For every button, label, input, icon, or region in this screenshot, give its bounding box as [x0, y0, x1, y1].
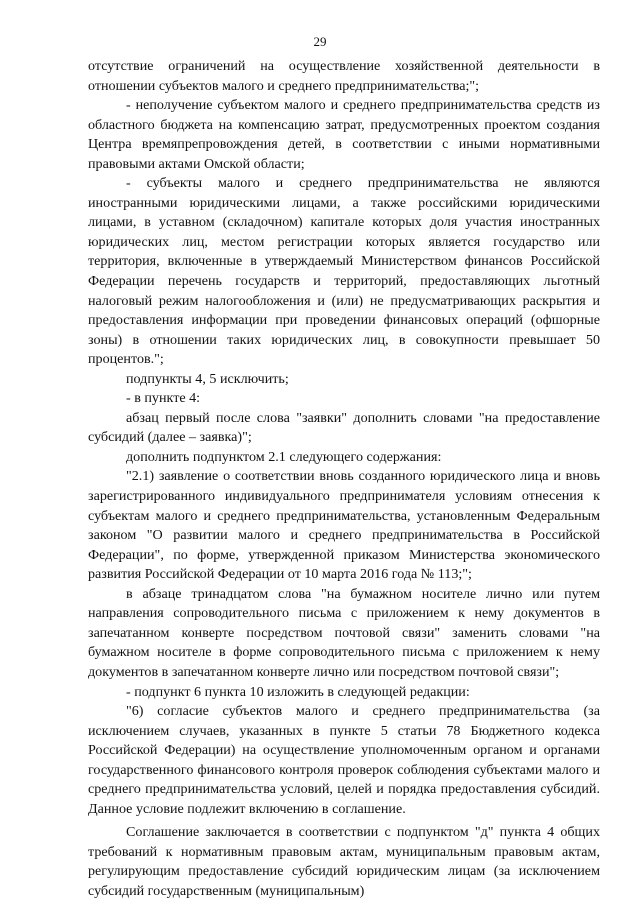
- document-body: [88, 57, 600, 902]
- paragraph: "6) согласие субъектов малого и среднего предпринимательства (за исключением случаев, указанных в пункте 5 статьи 78 Бюджетного кодекса Российской Федерации) на осуществление уполномоченным органом и органами государственного финансового контроля проверок соблюдения субъектами малого и среднего предпринимательства условий, целей и порядка предоставления субсидий. Данное условие подлежит включению в соглашение.: [88, 703, 600, 817]
- paragraph: - неполучение субъектом малого и среднего предпринимательства средств из областного бюджета на компенсацию затрат, предусмотренных проектом создания Центра времяпрепровождения детей, в соответствии с иными нормативными правовыми актами Омской области;: [88, 97, 600, 172]
- paragraph: "2.1) заявление о соответствии вновь созданного юридического лица и вновь зарегистрированного индивидуального предпринимателя условиям отнесения к субъектам малого и среднего предпринимательства, установленным Федеральным законом "О развитии малого и среднего предпринимательства в Российской Федерации", по форме, утвержденной приказом Министерства экономического развития Российской Федерации от 10 марта 2016 года № 113;";: [88, 468, 600, 583]
- paragraph: дополнить подпунктом 2.1 следующего содержания:: [126, 448, 442, 465]
- paragraph: отсутствие ограничений на осуществление хозяйственной деятельности в отношении субъектов малого и среднего предпринимательства;";: [88, 58, 600, 94]
- paragraph: - субъекты малого и среднего предпринимательства не являются иностранными юридическими лицами, а также российскими юридическими лицами, в уставном (складочном) капитале которых доля участия иностранных юридических лиц, местом регистрации которых является государство или территория, включенные в утверждаемый Министерством финансов Российской Федерации перечень государств и территорий, предоставляющих льготный налоговый режим налогообложения и (или) не предусматривающих раскрытия и предоставления информации при проведении финансовых операций (офшорные зоны) в отношении таких юридических лиц, в совокупности превышает 50 процентов.";: [88, 175, 600, 368]
- paragraph: - в пункте 4:: [126, 390, 201, 407]
- paragraph: подпункты 4, 5 исключить;: [126, 370, 289, 387]
- paragraph: абзац первый после слова "заявки" дополнить словами "на предоставление субсидий (далее – заявка)";: [88, 409, 600, 446]
- paragraph: в абзаце тринадцатом слова "на бумажном носителе лично или путем направления сопроводительного письма с приложением к нему документов в запечатанном конверте посредством почтовой связи" заменить словами "на бумажном носителе в форме сопроводительного письма с приложением к нему документов в запечатанном конверте лично или посредством почтовой связи";: [88, 585, 600, 680]
- paragraph: Соглашение заключается в соответствии с подпунктом "д" пункта 4 общих требований к нормативным правовым актам, муниципальным правовым актам, регулирующим предоставление субсидий юридическим лицам (за исключением субсидий государственным (муниципальным): [88, 824, 600, 899]
- page-number: 29: [313, 34, 327, 49]
- paragraph: - подпункт 6 пункта 10 изложить в следующей редакции:: [126, 683, 470, 700]
